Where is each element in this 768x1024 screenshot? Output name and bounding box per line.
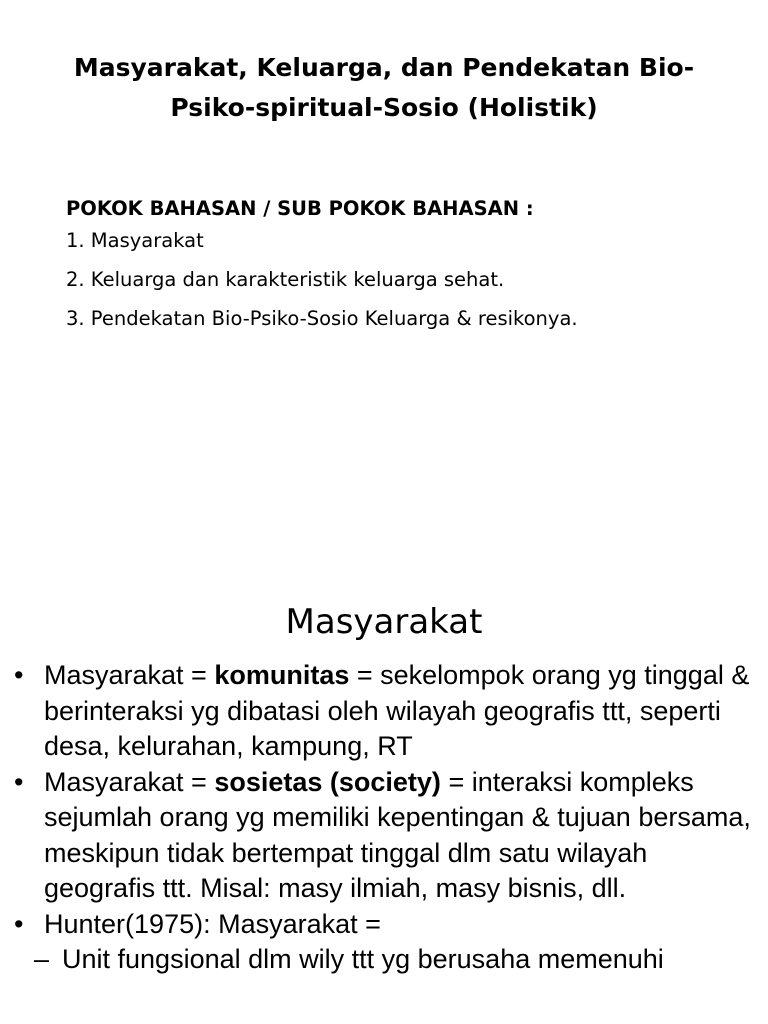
bullet-text: = sekelompok orang yg tinggal & berinteraksi yg dibatasi oleh wilayah geografis ttt, seperti desa, kelurahan, kampung, RT — [44, 660, 750, 761]
slide1-title: Masyarakat, Keluarga, dan Pendekatan Bio-Psiko-spiritual-Sosio (Holistik) — [73, 53, 695, 122]
bullet-prefix: Masyarakat = — [44, 660, 215, 690]
bullet-list — [14, 658, 754, 978]
bullet-icon: • — [14, 908, 24, 939]
bullet-item — [14, 765, 754, 907]
bullet-term: sosietas (society) — [214, 766, 441, 797]
topic-item: 2. Keluarga dan karakteristik keluarga sehat. — [66, 268, 505, 291]
bullet-icon: • — [14, 766, 24, 797]
sub-bullet-text: Unit fungsional dlm wily ttt yg berusaha memenuhi — [62, 944, 664, 974]
bullet-item — [14, 907, 754, 943]
dash-icon: – — [34, 944, 50, 974]
sub-bullet-item — [28, 942, 754, 978]
bullet-icon: • — [14, 660, 24, 690]
topic-item: 3. Pendekatan Bio-Psiko-Sosio Keluarga & resikonya. — [66, 307, 578, 330]
bullet-item — [14, 658, 754, 765]
bullet-text: = interaksi kompleks sejumlah orang yg memiliki kepentingan & tujuan bersama, meskipun tidak bertempat tinggal dlm satu wilayah geografis ttt. Misal: masy ilmiah, masy bisnis, dll. — [44, 766, 751, 903]
bullet-prefix: Masyarakat = — [44, 766, 215, 797]
bullet-prefix: Hunter(1975): Masyarakat = — [44, 908, 381, 939]
topics-list — [66, 195, 746, 343]
topics-heading: POKOK BAHASAN / SUB POKOK BAHASAN : — [66, 197, 534, 220]
slide2-title: Masyarakat — [285, 602, 483, 642]
topic-item: 1. Masyarakat — [66, 229, 204, 252]
bullet-term: komunitas — [214, 660, 350, 690]
